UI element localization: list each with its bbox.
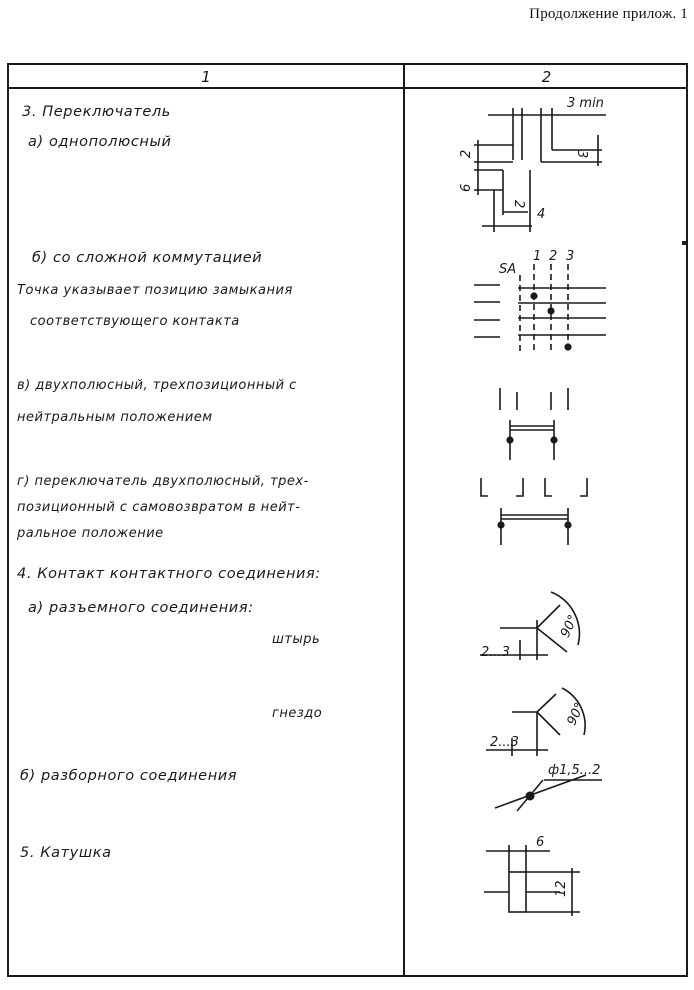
dismountable-contact-symbol	[495, 763, 602, 811]
contact-dismountable: б) разборного соединения	[20, 768, 238, 784]
switch-self-return-line1: г) переключатель двухполюсный, трех-	[17, 474, 309, 489]
coil-title: 5. Катушка	[20, 845, 112, 861]
self-return-switch-symbol	[481, 478, 587, 545]
dim-coil-12: 12	[554, 880, 569, 897]
angle-90-pin: 90°	[557, 612, 582, 640]
dim-diameter: ф1,5...2	[548, 763, 601, 778]
contact-detachable: а) разъемного соединения:	[28, 600, 254, 616]
contact-pin: штырь	[272, 632, 321, 647]
dim-2b: 2	[511, 200, 526, 209]
switch-complex-line3: соответствующего контакта	[30, 314, 240, 329]
two-pole-switch-symbol	[500, 388, 568, 460]
contact-socket: гнездо	[272, 706, 323, 721]
complex-switch-symbol	[474, 249, 606, 352]
position-3: 3	[566, 249, 575, 264]
position-1: 1	[533, 249, 542, 264]
column-1-header: 1	[201, 68, 211, 86]
dim-6: 6	[459, 183, 474, 192]
switch-complex-line2: Точка указывает позицию замыкания	[17, 283, 293, 298]
switch-two-pole-line1: в) двухполюсный, трехпозиционный с	[17, 378, 297, 393]
dim-3min: 3 min	[567, 96, 604, 111]
switch-self-return-line2: позиционный с самовозвратом в нейт-	[17, 500, 301, 515]
single-pole-switch-symbol	[459, 96, 606, 232]
label-sa: SA	[499, 262, 517, 277]
column-2-header: 2	[541, 68, 552, 86]
continuation-note: Продолжение прилож. 1	[529, 6, 688, 22]
position-2: 2	[549, 249, 558, 264]
dim-socket: 2...3	[490, 735, 519, 750]
dim-3: 3	[574, 150, 589, 159]
dim-coil-6: 6	[536, 835, 545, 850]
switch-self-return-line3: ральное положение	[17, 526, 164, 541]
coil-symbol	[484, 835, 580, 916]
angle-90-socket: 90°	[564, 700, 588, 728]
pin-contact-symbol	[480, 592, 581, 660]
socket-contact-symbol	[486, 688, 588, 756]
dim-2: 2	[459, 149, 474, 158]
dim-pin: 2...3	[481, 645, 510, 660]
switch-title: 3. Переключатель	[22, 104, 171, 120]
switch-single-pole: а) однополюсный	[28, 134, 172, 150]
switch-complex-line1: б) со сложной коммутацией	[32, 250, 263, 266]
switch-two-pole-line2: нейтральным положением	[17, 410, 213, 425]
contact-title: 4. Контакт контактного соединения:	[17, 566, 321, 582]
dim-4: 4	[537, 207, 546, 222]
